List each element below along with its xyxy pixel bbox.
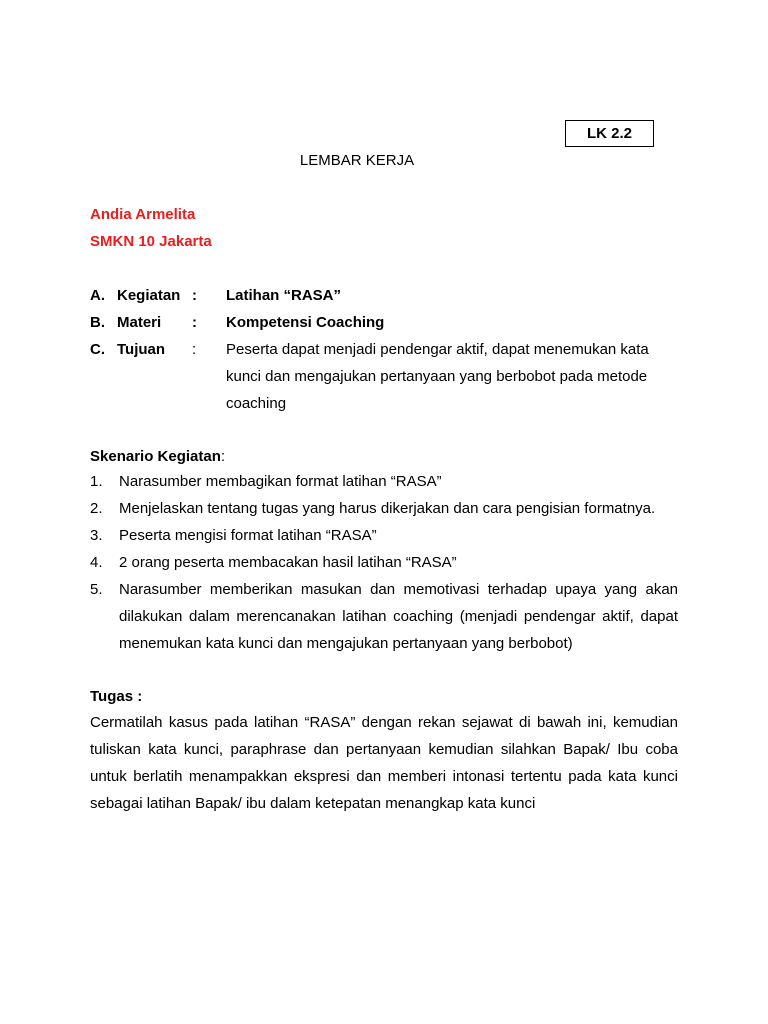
list-item-number: 3. [90, 527, 103, 544]
info-colon: : [192, 314, 197, 331]
list-item-text: Narasumber membagikan format latihan “RASA” [119, 473, 442, 490]
scenario-heading [90, 448, 225, 465]
list-item [90, 576, 678, 657]
info-colon: : [192, 287, 197, 304]
document-code-box [565, 120, 654, 147]
info-letter: C. [90, 341, 105, 358]
scenario-heading-text: Skenario Kegiatan [90, 448, 221, 465]
author-name: Andia Armelita [90, 206, 196, 223]
info-colon: : [192, 341, 197, 358]
list-item [90, 522, 678, 549]
list-item [90, 468, 678, 495]
info-row-kegiatan [90, 282, 678, 309]
info-row-tujuan [90, 336, 678, 417]
list-item-number: 4. [90, 554, 103, 571]
scenario-heading-colon: : [220, 448, 226, 465]
list-item-text: Menjelaskan tentang tugas yang harus dikerjakan dan cara pengisian formatnya. [119, 500, 656, 517]
task-paragraph: Cermatilah kasus pada latihan “RASA” dengan rekan sejawat di bawah ini, kemudian tuliskan kata kunci, paraphrase dan pertanyaan kemudian silahkan Bapak/ Ibu coba untuk berlatih menampakkan ekspresi dan memberi intonasi tertentu pada kata kunci sebagai latihan Bapak/ ibu dalam ketepatan menangkap kata kunci [90, 714, 678, 812]
list-item-number: 2. [90, 500, 103, 517]
info-value: Latihan “RASA” [226, 287, 342, 304]
info-value: Peserta dapat menjadi pendengar aktif, dapat menemukan kata kunci dan mengajukan pertanyaan yang berbobot pada metode coaching [226, 341, 649, 412]
task-heading: Tugas : [90, 688, 143, 705]
info-letter: B. [90, 314, 105, 331]
document-title-wrapper [0, 152, 714, 169]
list-item-text: Narasumber memberikan masukan dan memotivasi terhadap upaya yang akan dilakukan dalam merencanakan latihan coaching (menjadi pendengar aktif, dapat menemukan kata kunci dan mengajukan pertanyaan yang berbobot) [119, 581, 678, 652]
list-item-text: Peserta mengisi format latihan “RASA” [119, 527, 377, 544]
school-name: SMKN 10 Jakarta [90, 233, 212, 250]
document-title: LEMBAR KERJA [299, 152, 415, 169]
info-row-materi [90, 309, 678, 336]
info-letter: A. [90, 287, 105, 304]
list-item-number: 5. [90, 581, 103, 598]
list-item [90, 549, 678, 576]
list-item-number: 1. [90, 473, 103, 490]
list-item-text: 2 orang peserta membacakan hasil latihan “RASA” [119, 554, 457, 571]
info-value: Kompetensi Coaching [226, 314, 385, 331]
scenario-list [90, 468, 678, 657]
document-code: LK 2.2 [586, 125, 632, 142]
info-label: Kegiatan [117, 287, 181, 304]
info-label: Tujuan [117, 341, 166, 358]
list-item [90, 495, 678, 522]
info-label: Materi [117, 314, 162, 331]
